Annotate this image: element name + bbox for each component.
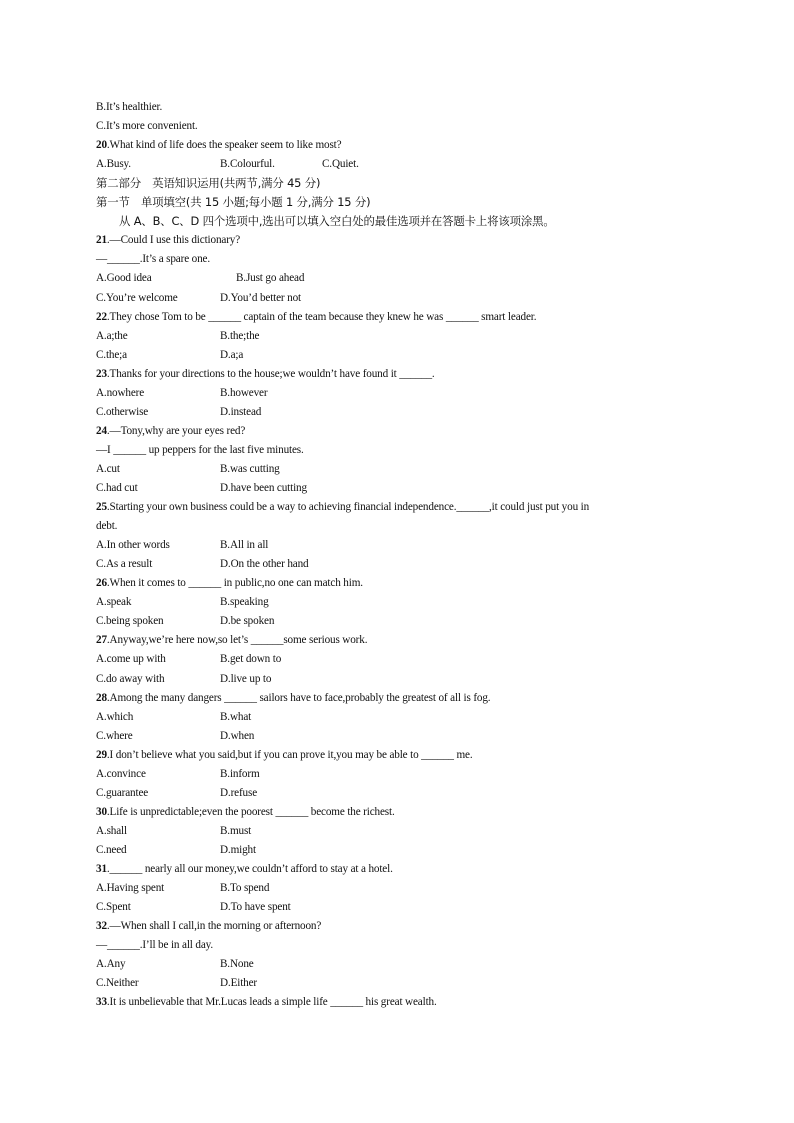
option-b: B.inform xyxy=(220,767,260,780)
option-a: C.Neither xyxy=(96,977,139,990)
option-a: C.the;a xyxy=(96,348,127,361)
option-c: C.Quiet. xyxy=(322,158,359,171)
text-line: debt. xyxy=(96,520,118,533)
option-b: B.must xyxy=(220,824,252,837)
option-a: A.In other words xyxy=(96,539,170,552)
option-b: D.You’d better not xyxy=(220,291,301,304)
option-b: D.To have spent xyxy=(220,901,291,914)
question-number: 21 xyxy=(96,234,107,247)
option-a: A.Any xyxy=(96,958,126,971)
option-b: D.live up to xyxy=(220,672,272,685)
question-stem: .When it comes to ______ in public,no one can match him. xyxy=(106,577,363,590)
question-23 xyxy=(96,367,435,381)
option-a: C.otherwise xyxy=(96,405,149,418)
question-28 xyxy=(96,691,490,705)
question-stem: .Life is unpredictable;even the poorest ______ become the richest. xyxy=(106,805,395,818)
text-line: —______.It’s a spare one. xyxy=(96,253,211,266)
option-b: D.refuse xyxy=(220,786,258,799)
option-a: C.As a result xyxy=(96,558,153,571)
question-21 xyxy=(96,233,240,247)
option-b: B.the;the xyxy=(220,329,260,342)
option-a: A.a;the xyxy=(96,329,128,342)
option-a: C.need xyxy=(96,843,127,856)
option-b: D.be spoken xyxy=(220,615,275,628)
question-30 xyxy=(96,805,395,819)
text-line: —I ______ up peppers for the last five minutes. xyxy=(96,443,304,456)
option-b: D.a;a xyxy=(220,348,244,361)
question-stem: .It is unbelievable that Mr.Lucas leads a simple life ______ his great wealth. xyxy=(106,996,437,1009)
option-a: A.speak xyxy=(96,596,132,609)
question-stem: .They chose Tom to be ______ captain of the team because they knew he was ______ smart leader. xyxy=(106,310,537,323)
question-number: 26 xyxy=(96,577,107,590)
option-b: D.have been cutting xyxy=(220,482,307,494)
option-b: B.Just go ahead xyxy=(236,272,305,285)
option-b: D.might xyxy=(220,843,256,856)
question-33 xyxy=(96,995,437,1009)
section-instructions: 从 A、B、C、D 四个选项中,选出可以填入空白处的最佳选项并在答题卡上将该项涂黑。 xyxy=(119,214,555,229)
question-stem: .—Could I use this dictionary? xyxy=(106,234,241,247)
question-29 xyxy=(96,748,473,762)
option-b: D.when xyxy=(220,729,255,742)
text-line: —______.I’ll be in all day. xyxy=(96,939,214,952)
option-b: B.To spend xyxy=(220,882,270,895)
option-a: A.shall xyxy=(96,824,127,837)
option-b: B.speaking xyxy=(220,596,269,609)
option-a: C.You’re welcome xyxy=(96,291,178,304)
option-b: D.Either xyxy=(220,977,258,990)
option-b: B.None xyxy=(220,958,254,971)
option-a: C.being spoken xyxy=(96,615,164,628)
question-stem: .Starting your own business could be a way to achieving financial independence.______,it could just put you in xyxy=(106,501,590,514)
option-a: A.Busy. xyxy=(96,158,131,171)
question-22 xyxy=(96,310,536,324)
question-number: 31 xyxy=(96,863,107,875)
section-heading: 第一节 单项填空(共 15 小题;每小题 1 分,满分 15 分) xyxy=(96,195,371,210)
question-20 xyxy=(96,138,341,152)
question-number: 30 xyxy=(96,805,107,818)
option-b: B.however xyxy=(220,386,268,399)
question-31 xyxy=(96,862,393,876)
section-heading: 第二部分 英语知识运用(共两节,满分 45 分) xyxy=(96,176,321,191)
question-25 xyxy=(96,500,589,514)
option-b: D.On the other hand xyxy=(220,558,309,571)
option-a: A.Good idea xyxy=(96,272,152,285)
option-b: B.get down to xyxy=(220,653,282,666)
question-number: 27 xyxy=(96,634,107,647)
option-b: B.was cutting xyxy=(220,462,280,475)
option-a: A.come up with xyxy=(96,653,166,666)
question-stem: .—Tony,why are your eyes red? xyxy=(106,424,246,437)
question-number: 32 xyxy=(96,920,107,933)
question-32 xyxy=(96,919,321,933)
question-number: 25 xyxy=(96,501,107,514)
question-stem: .—When shall I call,in the morning or afternoon? xyxy=(106,920,322,933)
option-a: A.cut xyxy=(96,462,120,475)
question-number: 28 xyxy=(96,691,107,704)
option-a: C.where xyxy=(96,729,133,742)
option-b: B.what xyxy=(220,710,252,723)
option-a: A.convince xyxy=(96,767,146,780)
question-number: 20 xyxy=(96,139,107,152)
question-26 xyxy=(96,576,363,590)
question-number: 23 xyxy=(96,367,107,380)
option-a: C.Spent xyxy=(96,901,131,914)
question-stem: .______ nearly all our money,we couldn’t afford to stay at a hotel. xyxy=(106,863,393,875)
text-line: B.It’s healthier. xyxy=(96,101,163,113)
option-b: B.All in all xyxy=(220,539,269,552)
question-number: 22 xyxy=(96,310,107,323)
question-stem: .Anyway,we’re here now,so let’s ______some serious work. xyxy=(106,634,368,647)
option-a: A.nowhere xyxy=(96,386,145,399)
option-b: B.Colourful. xyxy=(220,158,275,171)
question-number: 33 xyxy=(96,996,107,1009)
question-number: 24 xyxy=(96,424,107,437)
question-27 xyxy=(96,633,367,647)
question-stem: .What kind of life does the speaker seem to like most? xyxy=(106,139,342,152)
option-b: D.instead xyxy=(220,405,262,418)
question-stem: .Thanks for your directions to the house;we wouldn’t have found it ______. xyxy=(106,367,435,380)
option-a: C.guarantee xyxy=(96,786,149,799)
question-number: 29 xyxy=(96,748,107,761)
question-stem: .I don’t believe what you said,but if you can prove it,you may be able to ______ me. xyxy=(106,748,473,761)
text-line: C.It’s more convenient. xyxy=(96,120,198,133)
option-a: A.Having spent xyxy=(96,882,165,895)
option-a: A.which xyxy=(96,710,134,723)
question-stem: .Among the many dangers ______ sailors have to face,probably the greatest of all is fog. xyxy=(106,691,491,704)
question-24 xyxy=(96,424,245,438)
option-a: C.had cut xyxy=(96,482,138,494)
option-a: C.do away with xyxy=(96,672,165,685)
